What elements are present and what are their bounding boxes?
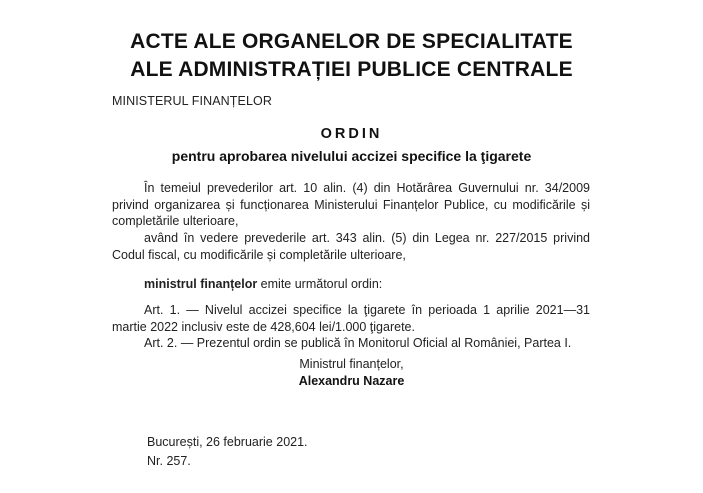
order-subtitle: pentru aprobarea nivelului accizei specifice la ţigarete [171, 148, 532, 164]
issuer-bold: ministrul finanțelor [144, 277, 258, 291]
section-heading-line-1: ACTE ALE ORGANELOR DE SPECIALITATE [130, 30, 573, 53]
signer-title: Ministrul finanțelor, [299, 357, 404, 371]
order-title: ORDIN [320, 126, 383, 142]
preamble-paragraph-1: În temeiul prevederilor art. 10 alin. (4) din Hotărârea Guvernului nr. 34/2009 privind organizarea și funcționarea Ministerului Finanțelor Publice, cu modificările și completările ulterioare, [112, 181, 590, 228]
article-2: Art. 2. — Prezentul ordin se publică în Monitorul Oficial al României, Partea I. [144, 336, 572, 350]
preamble-paragraph-3 [112, 276, 590, 293]
preamble-paragraph-2: având în vedere prevederile art. 343 alin. (5) din Legea nr. 227/2015 privind Codul fiscal, cu modificările și completările ulterioare, [112, 231, 590, 262]
issuer-rest: emite următorul ordin: [257, 277, 383, 291]
issuing-ministry: MINISTERUL FINANȚELOR [112, 94, 272, 108]
place-and-date: București, 26 februarie 2021. [147, 435, 308, 449]
signer-name: Alexandru Nazare [298, 374, 405, 388]
section-heading-line-2: ALE ADMINISTRAȚIEI PUBLICE CENTRALE [130, 58, 573, 81]
order-number: Nr. 257. [147, 454, 191, 468]
article-1: Art. 1. — Nivelul accizei specifice la ţigarete în perioada 1 aprilie 2021—31 martie 2022 inclusiv este de 428,604 lei/1.000 ţigarete. [112, 303, 590, 334]
